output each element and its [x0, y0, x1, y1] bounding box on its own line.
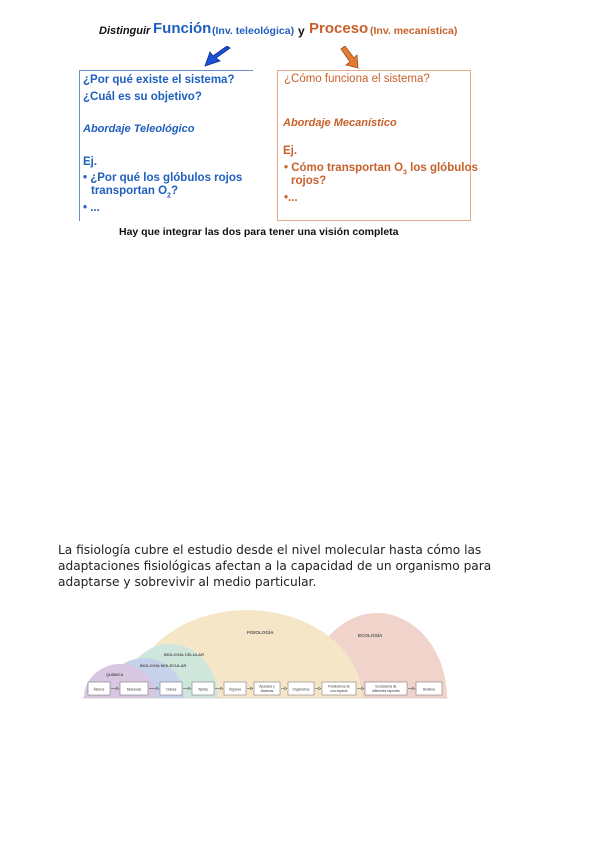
level-label: diferentes especies: [372, 689, 400, 693]
body-paragraph: [58, 542, 528, 590]
left-question-1: ¿Por qué existe el sistema?: [83, 74, 235, 86]
level-label: Órganos: [228, 687, 242, 692]
right-question-1: ¿Cómo funciona el sistema?: [284, 73, 430, 85]
left-bullet-1-line-1: • ¿Por qué los glóbulos rojos: [83, 172, 243, 184]
mechanistic-box: [277, 70, 471, 221]
level-label: Poblaciones de: [328, 684, 350, 689]
level-label: una especie: [330, 689, 348, 693]
paragraph-line-2: adaptaciones fisiológicas afectan a la capacidad de un organismo para: [58, 559, 492, 573]
right-bullet-2: •...: [284, 192, 298, 204]
title-funcion-note: (Inv. teleológica): [212, 25, 295, 37]
paragraph-line-3: adaptarse y sobrevivir al medio particular.: [58, 575, 317, 589]
left-question-2: ¿Cuál es su objetivo?: [83, 91, 202, 103]
paragraph-line-1: La fisiología cubre el estudio desde el nivel molecular hasta cómo las: [58, 543, 482, 557]
level-label: Ecosistema de: [375, 684, 397, 689]
orange-arrow-icon: [338, 46, 362, 70]
level-label: Células: [165, 687, 177, 692]
left-ej: Ej.: [83, 156, 98, 168]
label-biologia-molecular: BIOLOGÍA MOLECULAR: [140, 663, 187, 668]
right-bullet-1-line-1: • Cómo transportan $O_3$ los glóbulos: [284, 162, 478, 177]
left-bullet-1-line-2: transportan $O_2$?: [91, 185, 178, 200]
level-label: Organismos: [292, 687, 310, 692]
level-label: Aparatos y: [259, 684, 275, 689]
slide-title: [0, 18, 599, 48]
level-label: Moléculas: [126, 687, 142, 692]
title-proceso: Proceso: [309, 20, 369, 37]
left-approach: Abordaje Teleológico: [83, 123, 195, 135]
title-distinguir: Distinguir: [99, 25, 151, 37]
level-label: Átomos: [93, 687, 105, 692]
level-label: Biosfera: [423, 687, 435, 692]
title-proceso-note: (Inv. mecanística): [370, 25, 458, 37]
label-quimica: QUÍMICA: [106, 672, 124, 677]
right-ej: Ej.: [283, 145, 298, 157]
label-biologia-celular: BIOLOGÍA CELULAR: [164, 652, 204, 657]
levels-of-organization-diagram: [82, 606, 448, 702]
level-label: Tejidos: [198, 687, 208, 692]
blue-arrow-icon: [200, 46, 236, 70]
right-approach: Abordaje Mecanístico: [283, 117, 397, 129]
right-bullet-1-line-2: rojos?: [291, 175, 327, 187]
left-bullet-2: • ...: [83, 202, 100, 214]
label-fisiologia: FISIOLOGÍA: [247, 630, 274, 635]
slide-footer: Hay que integrar las dos para tener una visión completa: [119, 226, 399, 238]
label-ecologia: ECOLOGÍA: [358, 633, 383, 638]
title-y: y: [298, 24, 305, 38]
level-boxes: [88, 682, 442, 695]
level-label: sistemas: [260, 689, 274, 693]
title-funcion: Función: [153, 20, 212, 37]
